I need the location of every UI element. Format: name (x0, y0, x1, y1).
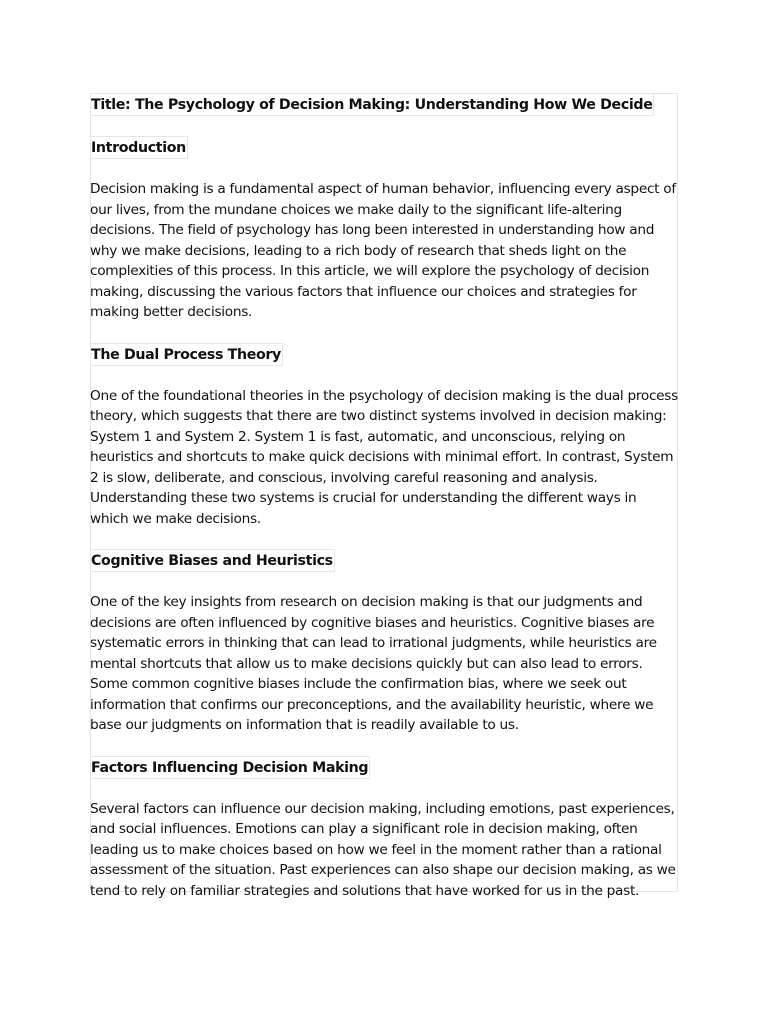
section-body-introduction: Decision making is a fundamental aspect of human behavior, influencing every aspect of our lives, from the mundane choices we make daily to the significant life-altering decisions. The field of psychology has long been interested in understanding how and why we make decisions, leading to a rich body of research that sheds light on the complexities of this process. In this article, we will explore the psychology of decision making, discussing the various factors that influence our choices and strategies for making better decisions. (90, 181, 676, 320)
section-body-cognitive-biases: One of the key insights from research on decision making is that our judgments and decisions are often influenced by cognitive biases and heuristics. Cognitive biases are systematic errors in thinking that can lead to irrational judgments, while heuristics are mental shortcuts that allow us to make decisions quickly but can also lead to errors. Some common cognitive biases include the confirmation bias, where we seek out information that confirms our preconceptions, and the availability heuristic, where we base our judgments on information that is readily available to us. (90, 594, 657, 733)
document-title: Title: The Psychology of Decision Making: Understanding How We Decide (90, 93, 654, 116)
section-heading-dual-process-theory: The Dual Process Theory (90, 343, 283, 366)
section-body-factors-influencing: Several factors can influence our decision making, including emotions, past experiences, and social influences. Emotions can play a significant role in decision making, often leading us to make choices based on how we feel in the moment rather than a rational assessment of the situation. Past experiences can also shape our decision making, as we tend to rely on familiar strategies and solutions that have worked for us in the past. (90, 800, 676, 899)
section-heading-introduction: Introduction (90, 136, 188, 159)
document-content (90, 93, 678, 901)
section-heading-cognitive-biases: Cognitive Biases and Heuristics (90, 549, 335, 572)
section-body-dual-process-theory: One of the foundational theories in the psychology of decision making is the dual process theory, which suggests that there are two distinct systems involved in decision making: System 1 and System 2. System 1 is fast, automatic, and unconscious, relying on heuristics and shortcuts to make quick decisions with minimal effort. In contrast, System 2 is slow, deliberate, and conscious, involving careful reasoning and analysis. Understanding these two systems is crucial for understanding the different ways in which we make decisions. (90, 387, 678, 527)
section-heading-factors-influencing: Factors Influencing Decision Making (90, 756, 370, 779)
